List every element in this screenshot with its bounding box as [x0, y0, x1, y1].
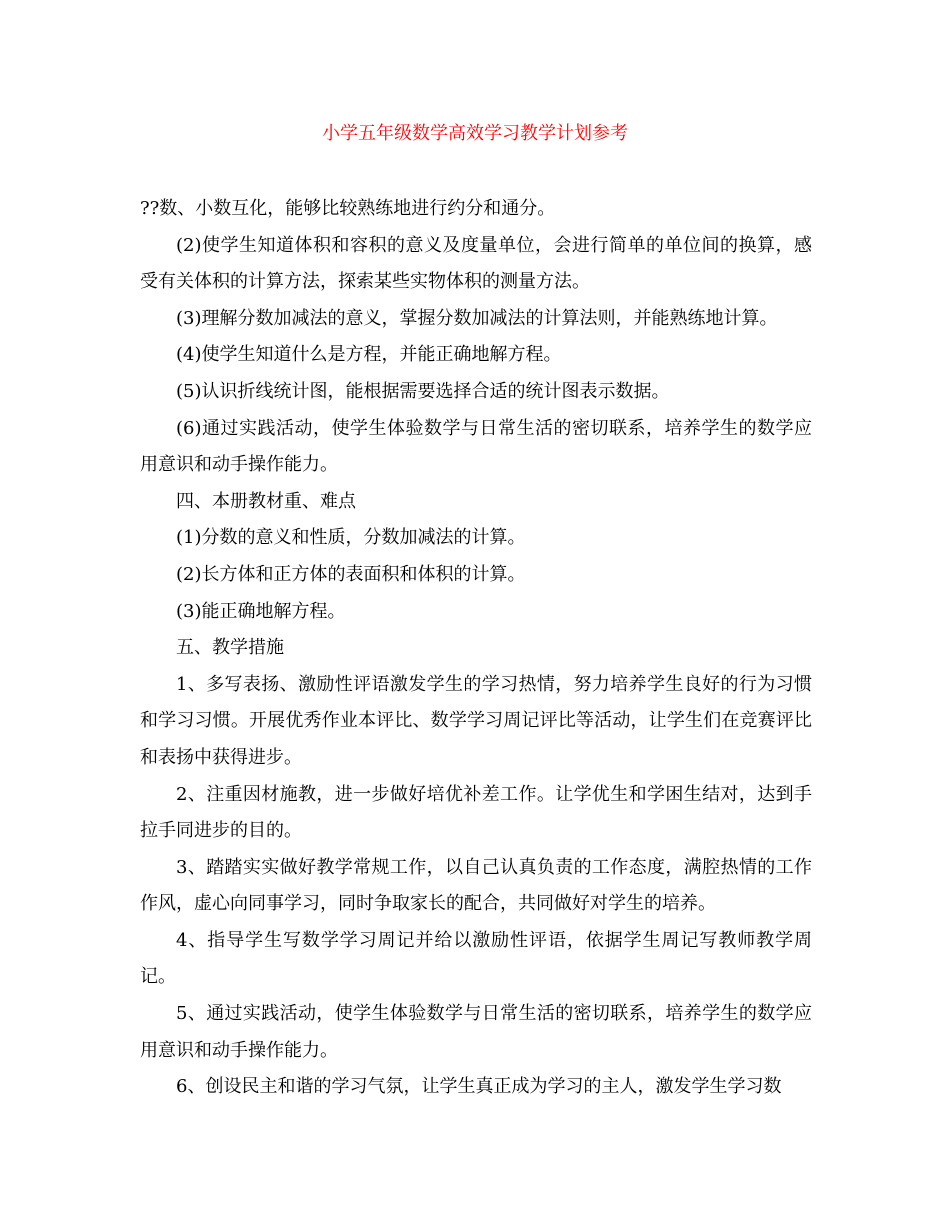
measure-6: 6、创设民主和谐的学习气氛，让学生真正成为学习的主人，激发学生学习数	[176, 1076, 782, 1098]
measure-5: 5、通过实践活动，使学生体验数学与日常生活的密切联系，培养学生的数学应用意识和动手操作能力。	[140, 1003, 812, 1061]
paragraph-practice-activity: (6)通过实践活动，使学生体验数学与日常生活的密切联系，培养学生的数学应用意识和动手操作能力。	[140, 417, 812, 476]
measure-3: 3、踏踏实实做好教学常规工作，以自己认真负责的工作态度，满腔热情的工作作风，虚心向同事学习，同时争取家长的配合，共同做好对学生的培养。	[140, 856, 812, 915]
key-point-2: (2)长方体和正方体的表面积和体积的计算。	[176, 563, 526, 585]
paragraph-volume-capacity: (2)使学生知道体积和容积的意义及度量单位，会进行简单的单位间的换算，感受有关体积的计算方法，探索某些实物体积的测量方法。	[140, 234, 812, 293]
document-title: 小学五年级数学高效学习教学计划参考	[322, 123, 628, 144]
paragraph-fraction-addition: (3)理解分数加减法的意义，掌握分数加减法的计算法则，并能熟练地计算。	[176, 307, 778, 329]
key-point-3: (3)能正确地解方程。	[176, 600, 346, 622]
section-heading-measures: 五、教学措施	[176, 637, 284, 659]
paragraph-equations: (4)使学生知道什么是方程，并能正确地解方程。	[176, 344, 562, 366]
paragraph-fraction-decimal: ??数、小数互化，能够比较熟练地进行约分和通分。	[140, 198, 556, 219]
section-heading-key-points: 四、本册教材重、难点	[176, 490, 356, 512]
paragraph-line-chart: (5)认识折线统计图，能根据需要选择合适的统计图表示数据。	[176, 380, 670, 402]
measure-2: 2、注重因材施教，进一步做好培优补差工作。让学优生和学困生结对，达到手拉手同进步的目的。	[140, 783, 812, 842]
document-body	[140, 191, 812, 1106]
key-point-1: (1)分数的意义和性质，分数加减法的计算。	[176, 527, 526, 549]
measure-1: 1、多写表扬、激励性评语激发学生的学习热情，努力培养学生良好的行为习惯和学习习惯。开展优秀作业本评比、数学学习周记评比等活动，让学生们在竞赛评比和表扬中获得进步。	[140, 673, 812, 768]
measure-4: 4、指导学生写数学学习周记并给以激励性评语，依据学生周记写教师教学周记。	[140, 929, 812, 988]
